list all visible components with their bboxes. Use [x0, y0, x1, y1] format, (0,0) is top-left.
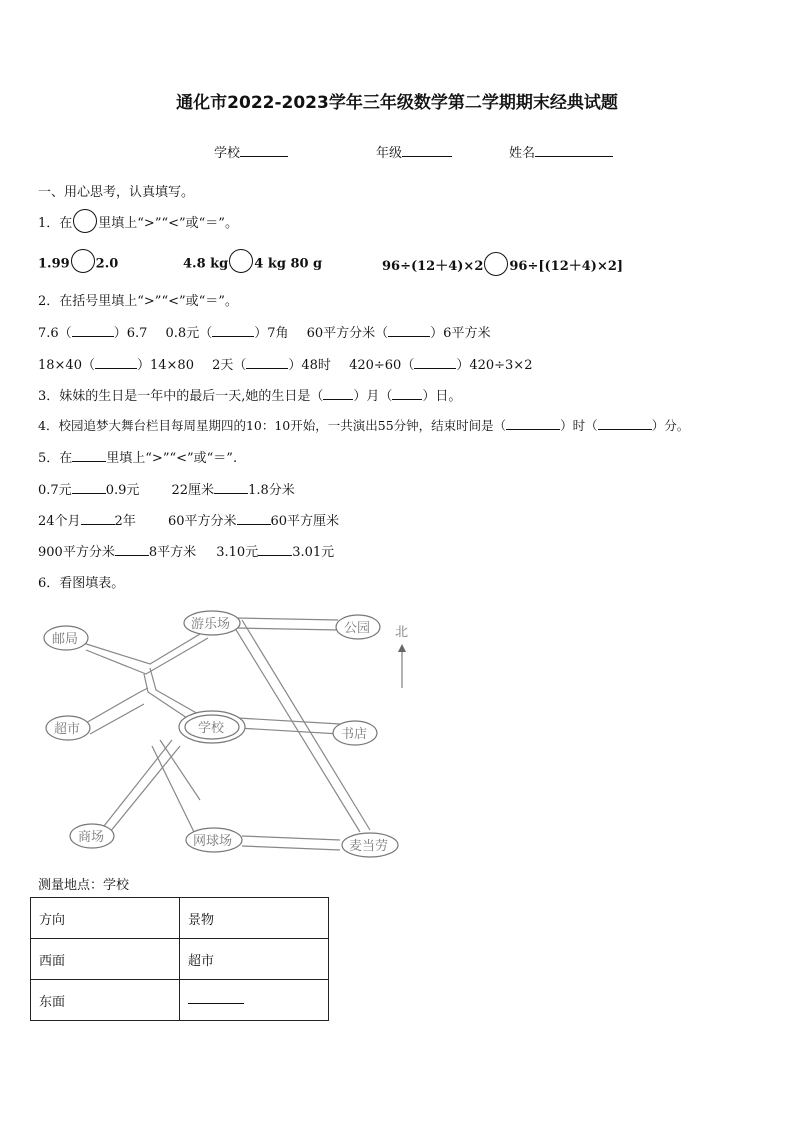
place-label: 超市 — [54, 722, 81, 737]
table-cell: 超市 — [180, 939, 329, 980]
place-label: 游乐场 — [191, 617, 231, 632]
answer-blank[interactable] — [95, 358, 137, 369]
place-label: 商场 — [78, 830, 105, 845]
grade-field — [376, 142, 452, 161]
q1-item-2: 4.8 kg 4 kg 80 g — [183, 255, 322, 273]
table-cell: 东面 — [31, 980, 180, 1021]
grade-label: 年级 — [376, 146, 403, 161]
place-label: 学校 — [198, 721, 225, 736]
question-3: 3．妹妹的生日是一年中的最后一天,她的生日是（ ）月（ ）日。 — [38, 389, 462, 404]
compare-circle[interactable] — [229, 249, 253, 273]
table-header-cell: 景物 — [180, 898, 329, 939]
table-row — [31, 980, 329, 1021]
table-header-cell: 方向 — [31, 898, 180, 939]
north-label: 北 — [395, 625, 409, 640]
answer-blank[interactable] — [246, 358, 288, 369]
answer-blank[interactable] — [81, 514, 115, 525]
table-answer-cell[interactable] — [180, 980, 329, 1021]
place-label: 邮局 — [52, 632, 79, 647]
question-1: 1．在 里填上“>”“<”或“＝”。 — [38, 212, 238, 233]
answer-blank[interactable] — [506, 419, 560, 430]
section-heading: 一、用心思考，认真填写。 — [38, 185, 195, 200]
question-6: 6．看图填表。 — [38, 576, 125, 591]
north-arrow-icon — [398, 644, 406, 688]
answer-blank[interactable] — [188, 993, 244, 1004]
place-label: 公园 — [344, 621, 371, 636]
answer-blank[interactable] — [388, 326, 430, 337]
answer-blank[interactable] — [214, 483, 248, 494]
answer-blank — [72, 451, 106, 462]
q1-item-1: 1.99 2.0 — [38, 255, 118, 273]
school-field — [214, 142, 288, 161]
school-blank[interactable] — [240, 144, 288, 157]
answer-blank[interactable] — [212, 326, 254, 337]
page-title: 通化市2022-2023学年三年级数学第二学期期末经典试题 — [176, 93, 618, 113]
answer-blank[interactable] — [237, 514, 271, 525]
q5-row-3: 900平方分米 8平方米 3.10元 3.01元 — [38, 545, 335, 560]
q1-item-3: 96÷(12＋4)×2 96÷[(12＋4)×2] — [382, 255, 623, 276]
measure-label: 测量地点：学校 — [38, 878, 130, 893]
place-label: 网球场 — [193, 834, 233, 849]
place-label: 书店 — [341, 727, 368, 742]
q5-row-2: 24个月 2年 60平方分米 60平方厘米 — [38, 514, 340, 529]
question-5: 5．在 里填上“>”“<”或“＝”. — [38, 451, 238, 466]
answer-blank[interactable] — [72, 326, 114, 337]
grade-blank[interactable] — [402, 144, 452, 157]
school-label: 学校 — [214, 146, 241, 161]
answer-blank[interactable] — [72, 483, 106, 494]
q5-row-1: 0.7元 0.9元 22厘米 1.8分米 — [38, 483, 295, 498]
table-row — [31, 898, 329, 939]
answer-blank[interactable] — [392, 389, 422, 400]
name-blank[interactable] — [535, 144, 613, 157]
answer-blank[interactable] — [598, 419, 652, 430]
question-4: 4．校园追梦大舞台栏目每周星期四的10：10开始，一共演出55分钟，结束时间是（ ）时（ ）分。 — [38, 418, 690, 433]
answer-blank[interactable] — [115, 545, 149, 556]
answer-blank[interactable] — [258, 545, 292, 556]
question-2: 2．在括号里填上“>”“<”或“＝”。 — [38, 294, 238, 309]
place-label: 麦当劳 — [349, 839, 389, 854]
table-row — [31, 939, 329, 980]
q2-row-1: 7.6（ ）6.7 0.8元（ ）7角 60平方分米（ ）6平方米 — [38, 326, 491, 341]
name-label: 姓名 — [509, 146, 536, 161]
circle-icon — [73, 209, 97, 233]
q2-row-2: 18×40（ ）14×80 2天（ ）48时 420÷60（ ）420÷3×2 — [38, 358, 533, 373]
compare-circle[interactable] — [484, 252, 508, 276]
table-cell: 西面 — [31, 939, 180, 980]
answer-blank[interactable] — [323, 389, 353, 400]
map-diagram — [0, 600, 430, 870]
answer-table — [30, 897, 329, 1021]
answer-blank[interactable] — [414, 358, 456, 369]
name-field — [509, 142, 613, 161]
compare-circle[interactable] — [71, 249, 95, 273]
